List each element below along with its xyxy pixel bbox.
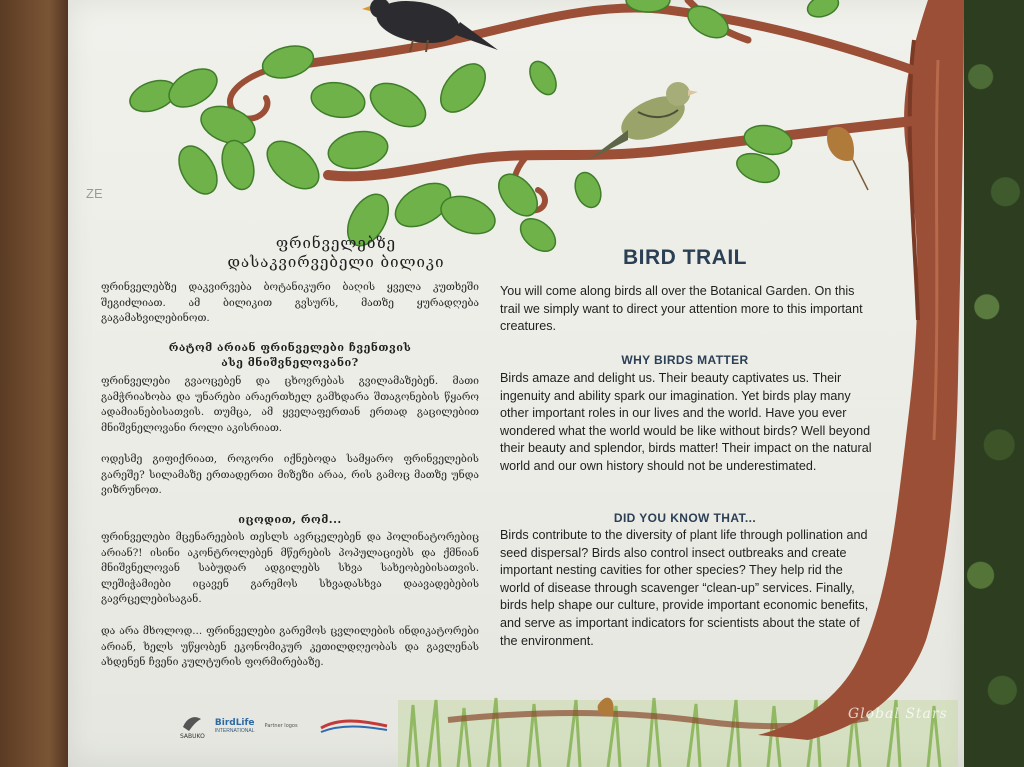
flag-swoosh-icon xyxy=(319,716,389,736)
georgian-heading-why-line2: ასე მნიშვნელოვანი? xyxy=(221,356,359,369)
english-heading-know: DID YOU KNOW THAT... xyxy=(613,511,757,525)
birdlife-logo-subtext: INTERNATIONAL xyxy=(214,728,255,734)
georgian-title xyxy=(186,234,486,272)
info-board xyxy=(68,0,964,767)
georgian-heading-why-line1: რატომ არიან ფრინველები ჩვენთვის xyxy=(168,341,412,354)
dry-leaf-icon xyxy=(827,127,868,190)
watermark: Global Stars xyxy=(848,706,948,722)
partner-logos xyxy=(180,706,500,746)
georgian-why-p2: ოდესმე გიფიქრიათ, როგორი იქნებოდა სამყარო ფრინველების გარეშე? სილამაზე ერთადერთი მიზეზი არაა, რის გამოც მათზე უნდა ვიზრუნოთ. xyxy=(101,453,479,496)
birdlife-logo-text: BirdLife xyxy=(214,718,255,728)
english-intro: You will come along birds all over the Botanical Garden. On this trail we simply want to direct your attention more to this important creatures. xyxy=(500,284,863,334)
georgian-why-p1: ფრინველები გვაოცებენ და ცხოვრებას გვილამაზებენ. მათი გამჭრიახობა და უნარები არაერთხელ გამხდარა შთაგონების წყარო ადამიანებისათვის. თუმცა, ამ ყველაფერთან ერთად გაცილებით მნიშვნელოვანი როლი აკისრიათ. xyxy=(101,375,479,434)
georgian-title-line2: დასაკვირვებელი ბილიკი xyxy=(227,253,445,271)
georgian-know-p2: და არა მხოლოდ... ფრინველები გარემოს ცვლილების ინდიკატორები არიან, ხელს უწყობენ ეკონომიკურ კეთილდღეობას და გავლენას ახდენენ ჩვენი კულტურის ფორმირებაზე. xyxy=(101,625,479,668)
ground-soil xyxy=(0,0,70,767)
english-title: BIRD TRAIL xyxy=(623,246,747,269)
partner-logo-flag xyxy=(319,716,389,736)
english-know-paragraph: Birds contribute to the diversity of plant life through pollination and seed dispersal? Birds also control insect outbreaks and create important nesting cavities for other species? They help rid the world of disease through scavenger “clean-up” services. Finally, birds help shape our culture, provide important economic benefits, and serve as important indicators for scientists about the state of the environment. xyxy=(500,528,869,648)
sabuko-logo-text: SABUKO xyxy=(180,732,205,740)
partner-logo-small xyxy=(265,723,309,729)
georgian-heading-why xyxy=(101,340,479,370)
georgian-intro: ფრინველებზე დაკვირვება ბოტანიკური ბაღის ყველა კუთხეში შეგიძლიათ. ამ ბილიკით გვსურს, მათზე ყურადღება გაგამახვილებინოთ. xyxy=(101,281,479,324)
georgian-title-line1: ფრინველებზე xyxy=(275,234,397,252)
georgian-column xyxy=(96,0,496,767)
georgian-know-p1: ფრინველები მცენარეების თესლს ავრცელებენ და პოლინატორებიც არიან?! ისინი აკონტროლებენ მწერების პოპულაციებს და ქმნიან მნიშვნელოვან საბუდარ ადგილებს სხვა სახეობებისათვის. ლეშიჭამიები იცავენ გარემოს სხვადასხვა დაავადებების გავრცელებისაგან. xyxy=(101,531,479,605)
english-why-paragraph: Birds amaze and delight us. Their beauty captivates us. Their ingenuity and ability spark our imagination. Yet birds play many other important roles in our lives and the world. Have you ever wondered what the world would be like without birds? Well beyond their beauty and splendor, birds matter! Their impact on the natural world and our own history should not be underestimated. xyxy=(500,371,872,473)
zone-mark: ZE xyxy=(86,186,103,201)
partner-logo-small-text: Partner logos xyxy=(264,723,298,729)
birdlife-logo xyxy=(215,718,255,734)
sabuko-logo xyxy=(180,713,205,740)
sabuko-bird-icon xyxy=(181,713,203,733)
ivy-foliage xyxy=(962,0,1024,767)
english-heading-why: WHY BIRDS MATTER xyxy=(621,353,749,367)
georgian-heading-know: იცოდით, რომ... xyxy=(238,513,342,526)
